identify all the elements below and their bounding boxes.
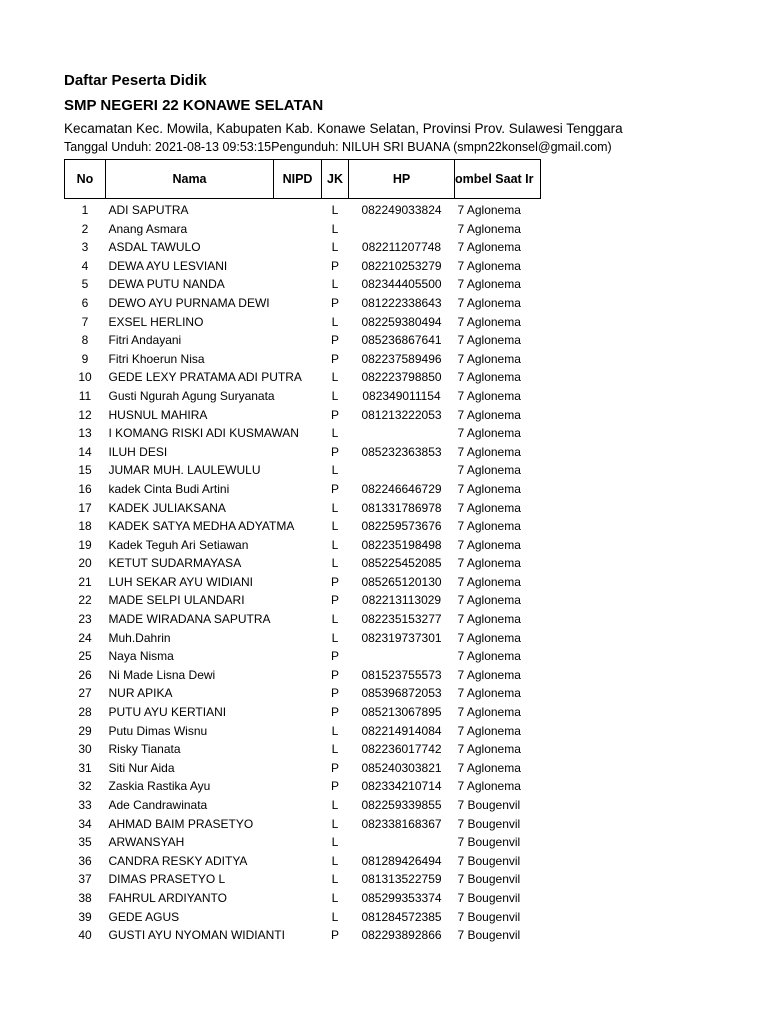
cell-nipd	[274, 331, 322, 350]
cell-rombel: 7 Aglonema	[457, 426, 521, 441]
cell-nama: ASDAL TAWULO	[108, 240, 201, 255]
cell-nipd	[274, 684, 322, 703]
cell-nama: DEWA PUTU NANDA	[108, 277, 225, 292]
cell-nama: Anang Asmara	[108, 221, 188, 236]
cell-nama: DIMAS PRASETYO L	[108, 872, 226, 887]
cell-nama: Naya Nisma	[108, 649, 174, 664]
cell-nama: I KOMANG RISKI ADI KUSMAWAN	[108, 426, 299, 441]
cell-hp: 081313522759	[361, 872, 442, 887]
cell-jk: L	[331, 723, 339, 738]
table-row	[65, 480, 541, 499]
cell-rombel: 7 Aglonema	[457, 481, 521, 496]
table-body	[65, 199, 541, 945]
cell-no: 21	[78, 574, 92, 589]
cell-nipd	[274, 703, 322, 722]
cell-rombel: 7 Aglonema	[457, 723, 521, 738]
cell-nama: PUTU AYU KERTIANI	[108, 705, 227, 720]
cell-nama: Gusti Ngurah Agung Suryanata	[108, 388, 275, 403]
table-row	[65, 201, 541, 220]
cell-hp: 082259573676	[361, 519, 442, 534]
cell-hp: 082236017742	[361, 742, 442, 757]
table-row	[65, 852, 541, 871]
cell-rombel: 7 Aglonema	[457, 537, 521, 552]
cell-jk: L	[331, 388, 339, 403]
cell-no: 33	[78, 798, 92, 812]
cell-nama: NUR APIKA	[108, 686, 173, 701]
cell-nama: KADEK SATYA MEDHA ADYATMA	[108, 519, 295, 534]
cell-nipd	[274, 777, 322, 796]
cell-nipd	[274, 908, 322, 927]
cell-rombel: 7 Aglonema	[457, 295, 521, 310]
cell-nipd	[274, 480, 322, 499]
cell-jk: P	[330, 779, 339, 794]
cell-jk: L	[331, 500, 339, 515]
cell-rombel: 7 Aglonema	[457, 667, 521, 682]
table-row	[65, 331, 541, 350]
cell-nipd	[274, 554, 322, 573]
cell-hp: 082237589496	[361, 351, 442, 366]
cell-nipd	[274, 220, 322, 239]
cell-no: 5	[81, 277, 89, 292]
cell-nama: ADI SAPUTRA	[108, 203, 189, 217]
cell-rombel: 7 Aglonema	[457, 779, 521, 794]
cell-rombel: 7 Aglonema	[457, 612, 521, 627]
cell-rombel: 7 Aglonema	[457, 500, 521, 515]
table-row	[65, 220, 541, 239]
cell-no: 31	[78, 760, 92, 775]
table-row	[65, 573, 541, 592]
cell-no: 10	[78, 370, 92, 385]
cell-no: 12	[78, 407, 92, 422]
table-row	[65, 684, 541, 703]
cell-jk: P	[330, 407, 339, 422]
cell-nama: KETUT SUDARMAYASA	[108, 556, 242, 571]
cell-nama: MADE SELPI ULANDARI	[108, 593, 245, 608]
cell-hp: 081213222053	[361, 407, 442, 422]
cell-no: 6	[81, 295, 89, 310]
table-row	[65, 870, 541, 889]
cell-nama: Kadek Teguh Ari Setiawan	[108, 537, 249, 552]
cell-no: 8	[81, 333, 89, 348]
cell-nipd	[274, 536, 322, 555]
cell-no: 13	[78, 426, 92, 441]
cell-hp	[349, 461, 455, 480]
cell-jk: P	[330, 258, 339, 273]
cell-no: 7	[81, 314, 89, 329]
cell-hp: 081289426494	[361, 853, 442, 868]
cell-hp: 081284572385	[361, 909, 442, 924]
cell-nipd	[274, 573, 322, 592]
cell-jk: P	[330, 760, 339, 775]
cell-nama: Zaskia Rastika Ayu	[108, 779, 211, 794]
cell-hp: 082249033824	[361, 203, 442, 217]
table-row	[65, 610, 541, 629]
cell-nipd	[274, 201, 322, 220]
cell-no: 32	[78, 779, 92, 794]
table-row	[65, 387, 541, 406]
table-row	[65, 926, 541, 945]
cell-hp: 082334210714	[361, 779, 442, 794]
cell-jk: L	[331, 909, 339, 924]
cell-nipd	[274, 629, 322, 648]
cell-nipd	[274, 238, 322, 257]
table-row	[65, 443, 541, 462]
cell-rombel: 7 Aglonema	[457, 407, 521, 422]
cell-nama: ILUH DESI	[108, 444, 168, 459]
cell-jk: L	[331, 463, 339, 478]
cell-jk: P	[330, 928, 339, 943]
table-row	[65, 238, 541, 257]
cell-jk: P	[330, 593, 339, 608]
cell-jk: P	[330, 574, 339, 589]
table-header-row	[65, 160, 541, 199]
cell-no: 17	[78, 500, 92, 515]
cell-no: 2	[81, 221, 89, 236]
cell-hp	[349, 220, 455, 239]
cell-no: 4	[81, 258, 89, 273]
cell-hp: 082213113029	[361, 593, 442, 608]
cell-nipd	[274, 815, 322, 834]
cell-nipd	[274, 591, 322, 610]
cell-nipd	[274, 313, 322, 332]
cell-nipd	[274, 406, 322, 425]
cell-no: 35	[78, 835, 92, 850]
download-info: Tanggal Unduh: 2021-08-13 09:53:15Pengunduh: NILUH SRI BUANA (smpn22konsel@gmail.com)	[64, 140, 612, 154]
cell-hp: 082235153277	[361, 612, 442, 627]
cell-rombel: 7 Aglonema	[457, 444, 521, 459]
cell-hp: 081222338643	[361, 295, 442, 310]
cell-rombel: 7 Aglonema	[457, 574, 521, 589]
cell-rombel: 7 Aglonema	[457, 221, 521, 236]
cell-rombel: 7 Aglonema	[457, 760, 521, 775]
cell-jk: P	[330, 351, 339, 366]
cell-hp: 085299353374	[361, 890, 442, 905]
cell-nipd	[274, 889, 322, 908]
cell-hp: 085213067895	[361, 705, 442, 720]
cell-jk: P	[330, 333, 339, 348]
cell-jk: P	[330, 686, 339, 701]
cell-no: 25	[78, 649, 92, 664]
cell-hp: 082338168367	[361, 816, 442, 831]
cell-nama: DEWO AYU PURNAMA DEWI	[108, 295, 270, 310]
cell-hp: 082293892866	[361, 928, 442, 943]
cell-rombel: 7 Aglonema	[457, 593, 521, 608]
table-row	[65, 815, 541, 834]
cell-rombel: 7 Aglonema	[457, 258, 521, 273]
cell-rombel: 7 Aglonema	[457, 203, 521, 217]
cell-no: 22	[78, 593, 92, 608]
cell-rombel: 7 Bougenvil	[457, 798, 521, 812]
cell-no: 16	[78, 481, 92, 496]
cell-jk: L	[331, 630, 339, 645]
cell-rombel: 7 Aglonema	[457, 705, 521, 720]
cell-no: 3	[81, 240, 89, 255]
cell-nama: KADEK JULIAKSANA	[108, 500, 226, 515]
cell-nipd	[274, 796, 322, 815]
cell-no: 20	[78, 556, 92, 571]
header-no: No	[65, 160, 106, 199]
cell-jk: L	[331, 556, 339, 571]
cell-nipd	[274, 499, 322, 518]
header-hp: HP	[349, 160, 455, 199]
cell-rombel: 7 Aglonema	[457, 649, 521, 664]
school-location: Kecamatan Kec. Mowila, Kabupaten Kab. Konawe Selatan, Provinsi Prov. Sulawesi Tenggara	[64, 121, 623, 136]
cell-jk: L	[331, 203, 339, 217]
cell-nipd	[274, 294, 322, 313]
cell-nipd	[274, 759, 322, 778]
cell-hp: 085232363853	[361, 444, 442, 459]
cell-jk: P	[330, 295, 339, 310]
cell-hp: 081523755573	[361, 667, 442, 682]
cell-nama: HUSNUL MAHIRA	[108, 407, 208, 422]
cell-hp: 082214914084	[361, 723, 442, 738]
cell-nama: Putu Dimas Wisnu	[108, 723, 208, 738]
cell-hp: 082223798850	[361, 370, 442, 385]
cell-nipd	[274, 722, 322, 741]
cell-rombel: 7 Aglonema	[457, 388, 521, 403]
cell-jk: P	[330, 481, 339, 496]
cell-no: 18	[78, 519, 92, 534]
table-row	[65, 313, 541, 332]
header-jk: JK	[322, 160, 349, 199]
cell-hp: 085240303821	[361, 760, 442, 775]
header-nipd: NIPD	[274, 160, 322, 199]
table-row	[65, 889, 541, 908]
cell-rombel: 7 Bougenvil	[457, 928, 521, 943]
table-row	[65, 591, 541, 610]
cell-rombel: 7 Aglonema	[457, 686, 521, 701]
cell-jk: L	[331, 240, 339, 255]
cell-jk: L	[331, 816, 339, 831]
cell-jk: L	[331, 612, 339, 627]
cell-no: 39	[78, 909, 92, 924]
cell-nipd	[274, 647, 322, 666]
cell-hp: 085236867641	[361, 333, 442, 348]
cell-rombel: 7 Bougenvil	[457, 853, 521, 868]
cell-nama: Fitri Andayani	[108, 333, 182, 348]
cell-jk: L	[331, 221, 339, 236]
header-rombel: ombel Saat Ir	[455, 160, 541, 199]
cell-rombel: 7 Aglonema	[457, 314, 521, 329]
table-row	[65, 350, 541, 369]
cell-nama: Siti Nur Aida	[108, 760, 175, 775]
header-nama: Nama	[106, 160, 274, 199]
cell-rombel: 7 Bougenvil	[457, 909, 521, 924]
cell-no: 29	[78, 723, 92, 738]
cell-no: 14	[78, 444, 92, 459]
cell-nipd	[274, 833, 322, 852]
table-row	[65, 703, 541, 722]
cell-hp	[349, 833, 455, 852]
cell-rombel: 7 Aglonema	[457, 333, 521, 348]
table-row	[65, 406, 541, 425]
cell-rombel: 7 Aglonema	[457, 351, 521, 366]
cell-rombel: 7 Aglonema	[457, 519, 521, 534]
cell-nipd	[274, 461, 322, 480]
cell-rombel: 7 Aglonema	[457, 370, 521, 385]
cell-jk: L	[331, 872, 339, 887]
cell-nipd	[274, 257, 322, 276]
cell-nama: MADE WIRADANA SAPUTRA	[108, 612, 271, 627]
cell-nama: kadek Cinta Budi Artini	[108, 481, 230, 496]
cell-no: 15	[78, 463, 92, 478]
document-title: Daftar Peserta Didik	[64, 72, 207, 89]
cell-nama: FAHRUL ARDIYANTO	[108, 890, 227, 905]
cell-no: 30	[78, 742, 92, 757]
cell-nama: GEDE AGUS	[108, 909, 180, 924]
cell-no: 27	[78, 686, 92, 701]
cell-nama: Risky Tianata	[108, 742, 181, 757]
cell-jk: L	[331, 277, 339, 292]
cell-jk: L	[331, 742, 339, 757]
cell-jk: L	[331, 519, 339, 534]
table-row	[65, 722, 541, 741]
cell-hp	[349, 424, 455, 443]
table-row	[65, 461, 541, 480]
table-row	[65, 833, 541, 852]
table-row	[65, 777, 541, 796]
cell-nama: Muh.Dahrin	[108, 630, 171, 645]
cell-hp: 085396872053	[361, 686, 442, 701]
cell-hp: 082259339855	[361, 798, 442, 812]
cell-rombel: 7 Aglonema	[457, 556, 521, 571]
cell-no: 23	[78, 612, 92, 627]
cell-jk: L	[331, 370, 339, 385]
table-row	[65, 294, 541, 313]
table-row	[65, 275, 541, 294]
cell-nama: LUH SEKAR AYU WIDIANI	[108, 574, 253, 589]
table-row	[65, 666, 541, 685]
cell-nipd	[274, 350, 322, 369]
cell-hp: 082211207748	[361, 240, 442, 255]
cell-nama: Ni Made Lisna Dewi	[108, 667, 216, 682]
cell-jk: L	[331, 835, 339, 850]
cell-hp: 082246646729	[361, 481, 442, 496]
cell-hp: 082235198498	[361, 537, 442, 552]
cell-no: 26	[78, 667, 92, 682]
cell-hp: 082344405500	[361, 277, 442, 292]
cell-jk: L	[331, 314, 339, 329]
cell-rombel: 7 Aglonema	[457, 742, 521, 757]
table-row	[65, 759, 541, 778]
school-name: SMP NEGERI 22 KONAWE SELATAN	[64, 97, 324, 114]
cell-rombel: 7 Bougenvil	[457, 890, 521, 905]
cell-nipd	[274, 443, 322, 462]
cell-hp: 082319737301	[361, 630, 442, 645]
cell-rombel: 7 Bougenvil	[457, 872, 521, 887]
cell-nama: JUMAR MUH. LAULEWULU	[108, 463, 261, 478]
cell-rombel: 7 Aglonema	[457, 630, 521, 645]
cell-nipd	[274, 666, 322, 685]
cell-rombel: 7 Aglonema	[457, 463, 521, 478]
table-row	[65, 368, 541, 387]
table-row	[65, 740, 541, 759]
cell-jk: L	[331, 537, 339, 552]
student-table	[64, 159, 541, 945]
cell-nama: EXSEL HERLINO	[108, 314, 204, 329]
cell-nama: DEWA AYU LESVIANI	[108, 258, 228, 273]
cell-nipd	[274, 610, 322, 629]
cell-nama: Fitri Khoerun Nisa	[108, 351, 205, 366]
cell-no: 19	[78, 537, 92, 552]
cell-nama: Ade Candrawinata	[108, 798, 208, 812]
cell-nama: GUSTI AYU NYOMAN WIDIANTI	[108, 928, 285, 943]
cell-jk: L	[331, 853, 339, 868]
cell-no: 28	[78, 705, 92, 720]
table-row	[65, 796, 541, 815]
cell-rombel: 7 Bougenvil	[457, 816, 521, 831]
cell-jk: L	[331, 426, 339, 441]
cell-hp: 085225452085	[361, 556, 442, 571]
cell-jk: L	[331, 798, 339, 812]
table-row	[65, 629, 541, 648]
cell-rombel: 7 Aglonema	[457, 277, 521, 292]
cell-no: 40	[78, 928, 92, 943]
cell-hp: 081331786978	[361, 500, 442, 515]
table-row	[65, 647, 541, 666]
table-row	[65, 554, 541, 573]
cell-no: 36	[78, 853, 92, 868]
cell-no: 9	[81, 351, 89, 366]
cell-rombel: 7 Aglonema	[457, 240, 521, 255]
cell-no: 37	[78, 872, 92, 887]
table-row	[65, 536, 541, 555]
cell-no: 1	[81, 203, 89, 217]
cell-nipd	[274, 387, 322, 406]
cell-nama: AHMAD BAIM PRASETYO	[108, 816, 254, 831]
cell-no: 38	[78, 890, 92, 905]
table-row	[65, 517, 541, 536]
cell-nipd	[274, 852, 322, 871]
cell-hp	[349, 647, 455, 666]
cell-rombel: 7 Bougenvil	[457, 835, 521, 850]
table-row	[65, 257, 541, 276]
cell-jk: L	[331, 890, 339, 905]
table-row	[65, 499, 541, 518]
cell-nama: ARWANSYAH	[108, 835, 185, 850]
cell-hp: 082349011154	[362, 388, 441, 403]
cell-no: 11	[78, 388, 92, 403]
cell-jk: P	[330, 667, 339, 682]
cell-nama: CANDRA RESKY ADITYA	[108, 853, 248, 868]
cell-hp: 085265120130	[361, 574, 442, 589]
cell-nipd	[274, 740, 322, 759]
cell-nipd	[274, 870, 322, 889]
cell-no: 24	[78, 630, 92, 645]
cell-no: 34	[78, 816, 92, 831]
table-row	[65, 908, 541, 927]
cell-hp: 082210253279	[361, 258, 442, 273]
cell-jk: P	[330, 444, 339, 459]
table-row	[65, 424, 541, 443]
cell-jk: P	[330, 705, 339, 720]
cell-nama: GEDE LEXY PRATAMA ADI PUTRA	[108, 370, 302, 385]
cell-nipd	[274, 275, 322, 294]
cell-jk: P	[330, 649, 339, 664]
cell-hp: 082259380494	[361, 314, 442, 329]
